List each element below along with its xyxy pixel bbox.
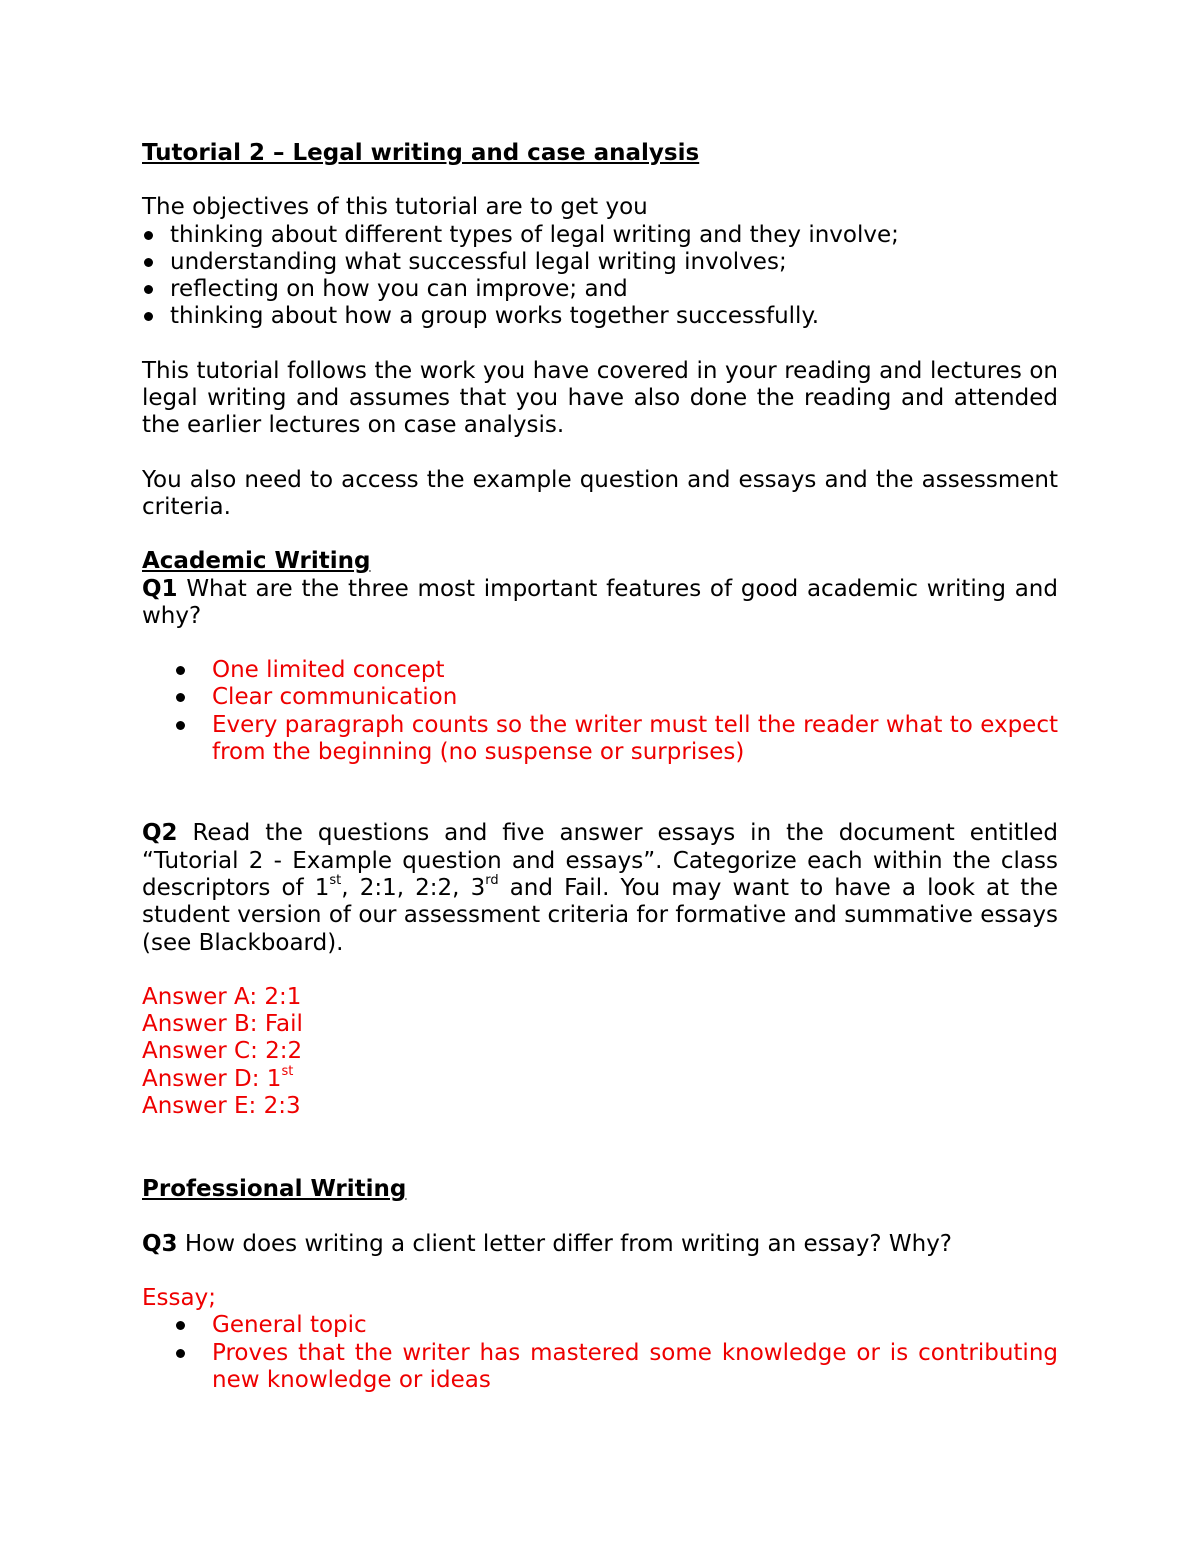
question-label: Q3 (142, 1230, 178, 1257)
answer-d: Answer D: 1st (142, 1064, 294, 1092)
objectives-intro: The objectives of this tutorial are to get you (142, 194, 648, 221)
professional-writing-heading: Professional Writing (142, 1176, 407, 1203)
list-item: understanding what successful legal writing involves; (142, 249, 1058, 276)
question-1: Q1 What are the three most important features of good academic writing and why? (142, 575, 1058, 629)
essay-points-list (142, 1312, 1058, 1394)
bullet-icon (144, 231, 153, 240)
q1-answer-list (142, 657, 1058, 766)
question-label: Q1 (142, 575, 178, 602)
intro-paragraph: This tutorial follows the work you have covered in your reading and lectures on legal writing and assumes that you have also done the reading and attended the earlier lectures on case analysis. (142, 357, 1058, 439)
bullet-icon (176, 693, 185, 702)
essay-label: Essay; (142, 1284, 216, 1311)
bullet-icon (176, 666, 185, 675)
list-item: Every paragraph counts so the writer must tell the reader what to expect from the beginning (no suspense or surprises) (142, 712, 1058, 767)
academic-writing-heading: Academic Writing (142, 548, 371, 575)
bullet-icon (144, 312, 153, 321)
answer-a: Answer A: 2:1 (142, 983, 302, 1010)
document-title: Tutorial 2 – Legal writing and case analysis (142, 140, 700, 166)
bullet-icon (144, 285, 153, 294)
objectives-list (142, 222, 1058, 331)
bullet-icon (176, 721, 185, 730)
list-item: General topic (142, 1312, 1058, 1339)
document-page (142, 140, 1058, 1394)
list-item: One limited concept (142, 657, 1058, 684)
list-item: Clear communication (142, 684, 1058, 711)
list-item: thinking about different types of legal writing and they involve; (142, 222, 1058, 249)
bullet-icon (144, 258, 153, 267)
q2-answers (142, 984, 1058, 1120)
question-3: Q3 How does writing a client letter differ from writing an essay? Why? (142, 1230, 953, 1257)
answer-c: Answer C: 2:2 (142, 1038, 303, 1065)
answer-b: Answer B: Fail (142, 1011, 303, 1038)
materials-paragraph: You also need to access the example question and essays and the assessment criteria. (142, 466, 1058, 520)
question-2: Q2 Read the questions and five answer essays in the document entitled “Tutorial 2 - Example question and essays”. Categorize each within the class descriptors of 1st, 2:1, 2:2, 3rd and Fail. You may want to have a look at the student version of our assessment criteria for formative and summative essays (see Blackboard). (142, 820, 1059, 956)
answer-e: Answer E: 2:3 (142, 1093, 301, 1120)
bullet-icon (176, 1321, 185, 1330)
list-item: reflecting on how you can improve; and (142, 276, 1058, 303)
bullet-icon (176, 1349, 185, 1358)
question-label: Q2 (142, 820, 178, 847)
list-item: Proves that the writer has mastered some knowledge or is contributing new knowledge or ideas (142, 1340, 1058, 1395)
list-item: thinking about how a group works together successfully. (142, 303, 1058, 330)
